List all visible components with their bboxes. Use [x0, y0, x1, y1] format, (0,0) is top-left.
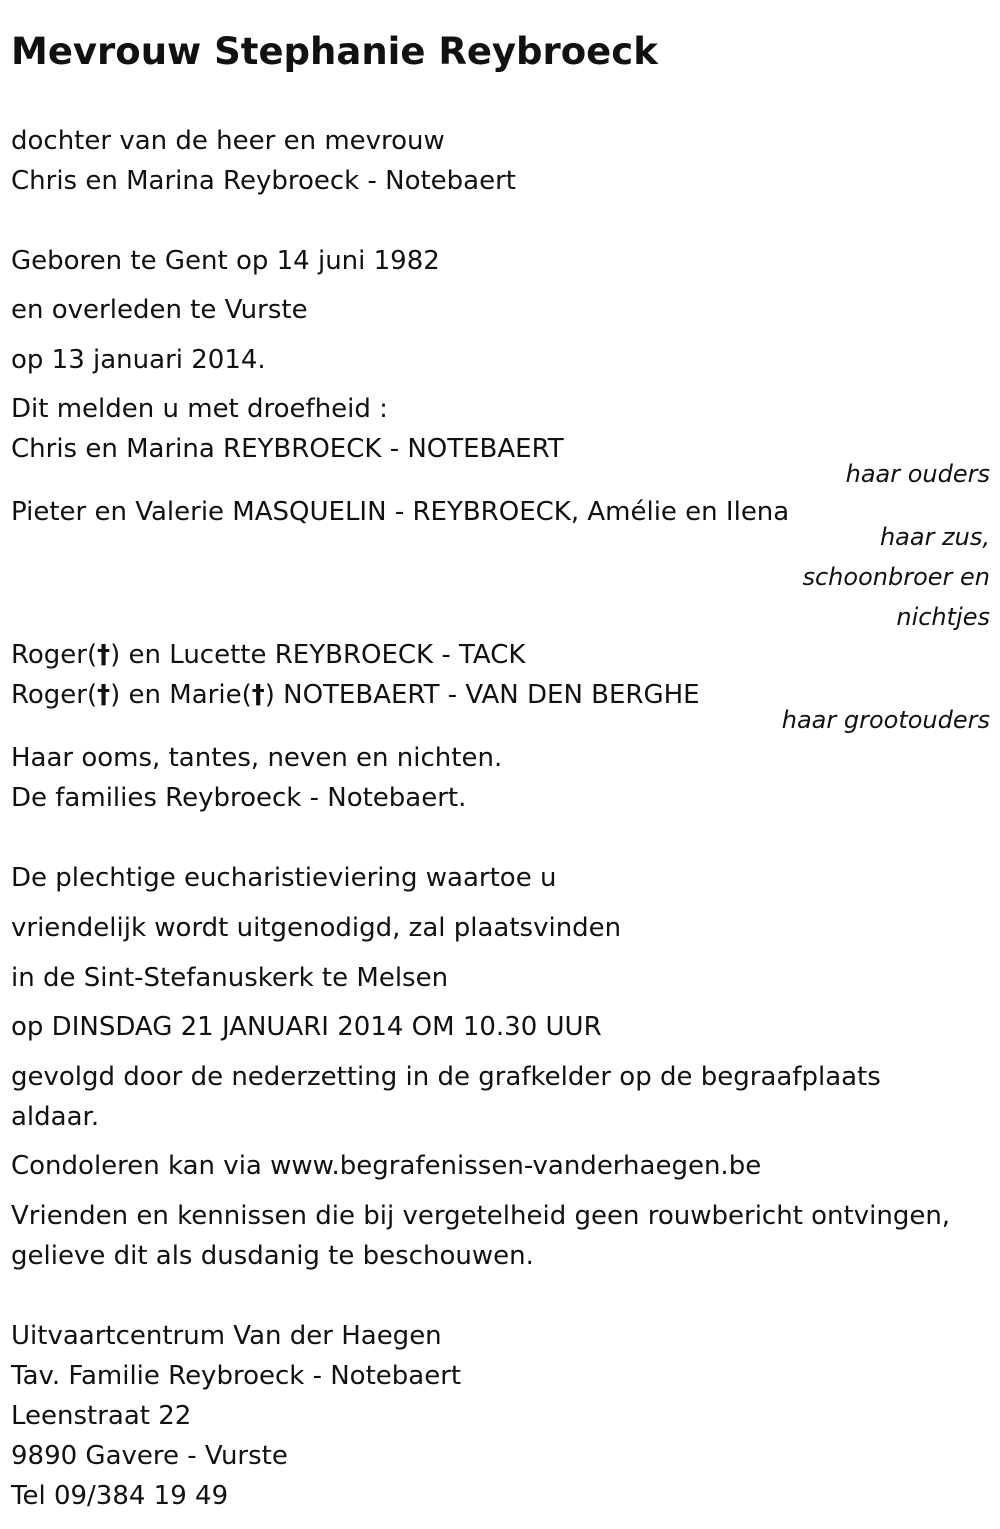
- gp2-name-a: Roger(: [11, 680, 98, 710]
- death-place-line: en overleden te Vurste: [11, 295, 308, 325]
- contact-phone: Tel 09/384 19 49: [11, 1481, 229, 1511]
- service-line-3: in de Sint-Stefanuskerk te Melsen: [11, 963, 449, 993]
- service-line-1: De plechtige eucharistieviering waartoe u: [11, 863, 557, 893]
- contact-city: 9890 Gavere - Vurste: [11, 1441, 288, 1471]
- cross-icon: †: [97, 680, 111, 710]
- service-line-2: vriendelijk wordt uitgenodigd, zal plaatsvinden: [11, 913, 622, 943]
- sister-names: Pieter en Valerie MASQUELIN - REYBROECK, Amélie en Ilena: [11, 497, 790, 527]
- page-title: Mevrouw Stephanie Reybroeck: [11, 30, 658, 73]
- service-datetime: op DINSDAG 21 JANUARI 2014 OM 10.30 UUR: [11, 1012, 602, 1042]
- cross-icon: †: [251, 680, 265, 710]
- contact-name: Uitvaartcentrum Van der Haegen: [11, 1321, 442, 1351]
- burial-line-2: aldaar.: [11, 1102, 100, 1132]
- sister-role-line-3: nichtjes: [896, 603, 990, 631]
- parents-names: Chris en Marina REYBROECK - NOTEBAERT: [11, 434, 564, 464]
- gp1-name-a: Roger(: [11, 640, 98, 670]
- condolence-line: Condoleren kan via www.begrafenissen-vanderhaegen.be: [11, 1151, 762, 1181]
- contact-street: Leenstraat 22: [11, 1401, 192, 1431]
- grandparents-role: haar grootouders: [781, 706, 990, 734]
- notice-line-1: Vrienden en kennissen die bij vergetelheid geen rouwbericht ontvingen,: [11, 1201, 951, 1231]
- gp1-name-b: ) en Lucette REYBROECK - TACK: [110, 640, 526, 670]
- parents-role: haar ouders: [845, 460, 990, 488]
- parents-intro-line-2: Chris en Marina Reybroeck - Notebaert: [11, 166, 516, 196]
- death-date-line: op 13 januari 2014.: [11, 345, 266, 375]
- grandparents-line-2: [11, 680, 700, 711]
- cross-icon: †: [97, 640, 111, 670]
- relatives-line: Haar ooms, tantes, neven en nichten.: [11, 743, 503, 773]
- burial-line-1: gevolgd door de nederzetting in de grafkelder op de begraafplaats: [11, 1062, 881, 1092]
- grandparents-line-1: [11, 640, 525, 671]
- gp2-name-b: ) en Marie(: [110, 680, 252, 710]
- families-line: De families Reybroeck - Notebaert.: [11, 783, 467, 813]
- gp2-name-c: ) NOTEBAERT - VAN DEN BERGHE: [264, 680, 700, 710]
- notice-line-2: gelieve dit als dusdanig te beschouwen.: [11, 1241, 534, 1271]
- parents-intro-line-1: dochter van de heer en mevrouw: [11, 126, 445, 156]
- announcement-intro: Dit melden u met droefheid :: [11, 394, 388, 424]
- birth-line: Geboren te Gent op 14 juni 1982: [11, 246, 440, 276]
- contact-attn: Tav. Familie Reybroeck - Notebaert: [11, 1361, 462, 1391]
- sister-role-line-1: haar zus,: [879, 523, 990, 551]
- sister-role-line-2: schoonbroer en: [802, 563, 990, 591]
